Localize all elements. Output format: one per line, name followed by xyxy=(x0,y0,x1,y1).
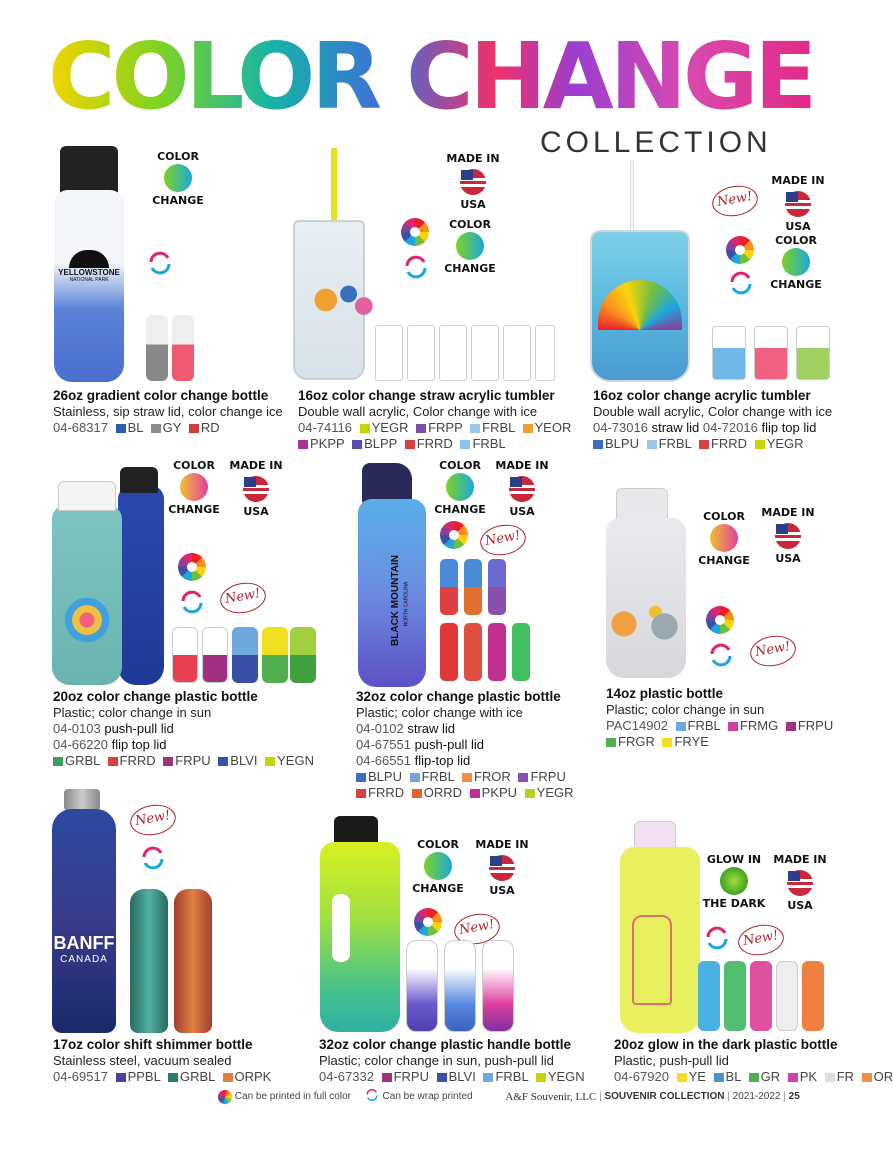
new-badge: New! xyxy=(452,910,503,948)
product-info xyxy=(356,689,586,801)
product-code-line: PKPP BLPP FRRD FRBL xyxy=(298,436,593,452)
made-in-usa-badge xyxy=(756,502,820,566)
made-in-usa-badge xyxy=(470,834,534,898)
small-tumblers xyxy=(712,326,832,382)
product-desc: Plastic; color change in sun xyxy=(606,702,765,717)
giraffe-art xyxy=(632,915,672,1005)
product-name: 16oz color change straw acrylic tumbler xyxy=(298,388,555,403)
product-info xyxy=(53,388,298,436)
full-color-print-icon xyxy=(726,236,754,264)
svg-text:USA: USA xyxy=(775,552,801,565)
product-code-line: 04-68317 BL GY RD xyxy=(53,420,220,435)
product-desc: Double wall acrylic, Color change with ice xyxy=(298,404,538,419)
bottle-small-red xyxy=(172,315,194,381)
product-name: 32oz color change plastic handle bottle xyxy=(319,1037,572,1052)
product-code-line: 04-66220 flip top lid xyxy=(53,737,167,752)
bottle-body xyxy=(54,190,124,382)
product-info xyxy=(593,388,858,452)
svg-text:MADE IN: MADE IN xyxy=(475,838,529,851)
color-change-badge xyxy=(764,230,828,294)
footer-print-wrap-label: Can be wrap printed xyxy=(382,1091,473,1102)
product-image xyxy=(48,140,298,385)
product-code-line: 04-73016 straw lid 04-72016 flip top lid xyxy=(593,420,817,435)
full-color-print-icon xyxy=(178,553,206,581)
black-mountain-logo: BLACK MOUNTAIN NORTH CAROLINA xyxy=(389,555,410,646)
new-badge: New! xyxy=(736,921,787,959)
svg-text:CHANGE: CHANGE xyxy=(168,503,220,516)
new-badge: New! xyxy=(710,182,761,220)
svg-text:COLOR: COLOR xyxy=(173,459,215,472)
product-32oz-plastic-bottle xyxy=(340,455,580,805)
product-desc: Plastic; color change in sun, push-pull lid xyxy=(319,1053,554,1068)
product-desc: Stainless steel, vacuum sealed xyxy=(53,1053,232,1068)
product-info xyxy=(53,689,333,769)
full-color-print-icon xyxy=(706,606,734,634)
footer-print-full-label: Can be printed in full color xyxy=(234,1091,351,1102)
svg-text:MADE IN: MADE IN xyxy=(773,853,827,866)
product-26oz-gradient-bottle xyxy=(48,140,298,440)
product-name: 26oz gradient color change bottle xyxy=(53,388,269,403)
svg-text:CHANGE: CHANGE xyxy=(770,278,822,291)
svg-text:MADE IN: MADE IN xyxy=(771,174,825,187)
product-14oz-plastic-bottle xyxy=(600,480,858,770)
svg-text:COLOR: COLOR xyxy=(449,218,491,231)
svg-text:MADE IN: MADE IN xyxy=(495,459,549,472)
product-code-line: 04-67332 FRPU BLVI FRBL YEGN xyxy=(319,1069,585,1084)
footer-year: 2021-2022 xyxy=(732,1091,781,1102)
product-info xyxy=(53,1037,308,1085)
new-badge: New! xyxy=(478,521,529,559)
product-code-line: 04-67551 push-pull lid xyxy=(356,737,484,752)
animal-art xyxy=(606,600,696,648)
footer-separator: | xyxy=(783,1091,786,1102)
bottle-small-orange xyxy=(174,889,212,1033)
svg-text:CHANGE: CHANGE xyxy=(152,194,204,207)
product-desc: Stainless, sip straw lid, color change ice xyxy=(53,404,283,419)
product-image xyxy=(293,140,593,385)
full-color-print-icon xyxy=(414,908,442,936)
small-bottles-bottom xyxy=(440,623,530,683)
product-image xyxy=(600,480,858,680)
svg-text:USA: USA xyxy=(785,220,811,233)
footer-brand: A&F Souvenir, LLC xyxy=(505,1090,597,1103)
small-bottles-top xyxy=(440,559,510,615)
color-change-badge xyxy=(438,214,502,278)
svg-text:CHANGE: CHANGE xyxy=(698,554,750,567)
color-change-badge xyxy=(428,455,492,519)
svg-text:USA: USA xyxy=(787,899,813,912)
page-number: 25 xyxy=(788,1091,800,1102)
made-in-usa-badge xyxy=(490,455,554,519)
wrap-print-icon xyxy=(726,268,756,298)
product-image xyxy=(340,455,580,687)
svg-text:CHANGE: CHANGE xyxy=(412,882,464,895)
product-32oz-handle-bottle xyxy=(314,810,604,1090)
product-desc: Double wall acrylic, Color change with ice xyxy=(593,404,833,419)
wrap-print-icon xyxy=(177,587,207,617)
footer-separator: | xyxy=(727,1091,730,1102)
product-17oz-shimmer-bottle xyxy=(48,785,308,1090)
glow-in-the-dark-badge xyxy=(702,849,766,913)
product-image xyxy=(48,455,328,687)
page-title: COLOR CHANGE xyxy=(48,22,848,132)
svg-text:COLOR: COLOR xyxy=(775,234,817,247)
svg-text:USA: USA xyxy=(489,884,515,897)
new-badge: New! xyxy=(128,801,179,839)
full-color-print-icon xyxy=(440,521,468,549)
product-code-line: 04-67920 YE BL GR PK FR OR xyxy=(614,1069,893,1084)
product-code-line: 04-74116 YEGR FRPP FRBL YEOR xyxy=(298,420,572,435)
new-badge: New! xyxy=(748,632,799,670)
small-handle-bottles xyxy=(406,940,526,1034)
product-16oz-straw-tumbler xyxy=(293,140,593,460)
product-code-line: FRRD ORRD PKPU YEGR xyxy=(356,785,586,801)
svg-text:MADE IN: MADE IN xyxy=(761,506,815,519)
product-code-line: PAC14902 FRBL FRMG FRPU xyxy=(606,718,834,733)
product-code-line: 04-0103 push-pull lid xyxy=(53,721,174,736)
product-image xyxy=(588,140,858,385)
product-16oz-acrylic-tumbler xyxy=(588,140,858,460)
product-name: 32oz color change plastic bottle xyxy=(356,689,561,704)
product-info xyxy=(319,1037,604,1085)
color-change-badge xyxy=(162,455,226,519)
product-image xyxy=(610,815,858,1035)
tumbler-art xyxy=(303,270,379,330)
page-footer xyxy=(218,1088,858,1106)
svg-text:USA: USA xyxy=(509,505,535,518)
product-code-line: BLPU FRBL FRRD YEGR xyxy=(593,436,858,452)
small-bottles xyxy=(172,627,318,685)
bottle-cap xyxy=(64,789,100,811)
small-tumblers xyxy=(375,325,555,383)
product-desc: Plastic; color change in sun xyxy=(53,705,212,720)
product-code-line: 04-66551 flip-top lid xyxy=(356,753,471,768)
color-change-badge xyxy=(692,506,756,570)
bottle-small-green xyxy=(130,889,168,1033)
bottle-body xyxy=(52,809,116,1033)
svg-text:USA: USA xyxy=(243,505,269,518)
wrap-print-icon xyxy=(702,923,732,953)
product-info xyxy=(298,388,593,452)
made-in-usa-badge xyxy=(224,455,288,519)
small-glow-bottles xyxy=(698,961,854,1033)
product-name: 16oz color change acrylic tumbler xyxy=(593,388,811,403)
product-name: 14oz plastic bottle xyxy=(606,686,724,701)
bottle-cap xyxy=(616,488,668,522)
product-name: 20oz color change plastic bottle xyxy=(53,689,258,704)
product-code-line: 04-0102 straw lid xyxy=(356,721,456,736)
bottle-cap-white xyxy=(58,481,116,511)
product-name: 20oz glow in the dark plastic bottle xyxy=(614,1037,838,1052)
svg-text:MADE IN: MADE IN xyxy=(229,459,283,472)
bottle-small-grey xyxy=(146,315,168,381)
color-change-badge xyxy=(146,146,210,210)
wrap-print-icon xyxy=(145,248,175,278)
product-name: 17oz color shift shimmer bottle xyxy=(53,1037,253,1052)
new-badge: New! xyxy=(218,579,269,617)
svg-text:CHANGE: CHANGE xyxy=(444,262,496,275)
svg-text:USA: USA xyxy=(460,198,486,211)
svg-text:THE DARK: THE DARK xyxy=(702,897,766,910)
made-in-usa-badge xyxy=(766,170,830,234)
product-code-line: FRGR FRYE xyxy=(606,734,858,750)
made-in-usa-badge xyxy=(768,849,832,913)
full-color-print-icon xyxy=(401,218,429,246)
color-change-badge xyxy=(406,834,470,898)
svg-text:COLOR: COLOR xyxy=(703,510,745,523)
wrap-print-icon xyxy=(706,640,736,670)
product-info xyxy=(614,1037,893,1085)
svg-text:CHANGE: CHANGE xyxy=(434,503,486,516)
full-color-print-icon xyxy=(218,1090,232,1104)
bottle-handle-cutout xyxy=(332,894,350,962)
bottle-cap xyxy=(362,463,412,503)
wrap-print-icon xyxy=(364,1088,380,1105)
product-info xyxy=(606,686,858,750)
wrap-print-icon xyxy=(138,843,168,873)
product-desc: Plastic, push-pull lid xyxy=(614,1053,729,1068)
wrap-print-icon xyxy=(401,252,431,282)
yellowstone-logo: YELLOWSTONE NATIONAL PARK xyxy=(58,250,120,283)
product-code-line: BLPU FRBL FROR FRPU xyxy=(356,769,586,785)
svg-text:COLOR: COLOR xyxy=(417,838,459,851)
svg-text:COLOR: COLOR xyxy=(439,459,481,472)
page-subtitle: COLLECTION xyxy=(540,126,772,159)
product-image xyxy=(48,785,308,1035)
svg-text:MADE IN: MADE IN xyxy=(446,152,500,165)
product-code-line: GRBL FRRD FRPU BLVI YEGN xyxy=(53,753,333,769)
footer-separator: | xyxy=(599,1091,602,1102)
banff-logo: BANFF CANADA xyxy=(53,933,115,965)
product-20oz-plastic-bottle xyxy=(48,455,328,775)
svg-text:COLOR: COLOR xyxy=(157,150,199,163)
product-desc: Plastic; color change with ice xyxy=(356,705,523,720)
bear-art xyxy=(60,595,114,645)
bottle-cap-black xyxy=(120,467,158,493)
product-code-line: 04-69517 PPBL GRBL ORPK xyxy=(53,1069,272,1084)
bottle-cap xyxy=(60,146,118,194)
footer-collection: SOUVENIR COLLECTION xyxy=(604,1091,725,1102)
product-20oz-glow-bottle xyxy=(610,815,893,1090)
svg-text:GLOW IN: GLOW IN xyxy=(706,853,762,866)
product-image xyxy=(314,810,604,1035)
made-in-usa-badge xyxy=(441,148,505,212)
bottle-body-blue xyxy=(118,485,164,685)
bottle-body xyxy=(606,518,686,678)
